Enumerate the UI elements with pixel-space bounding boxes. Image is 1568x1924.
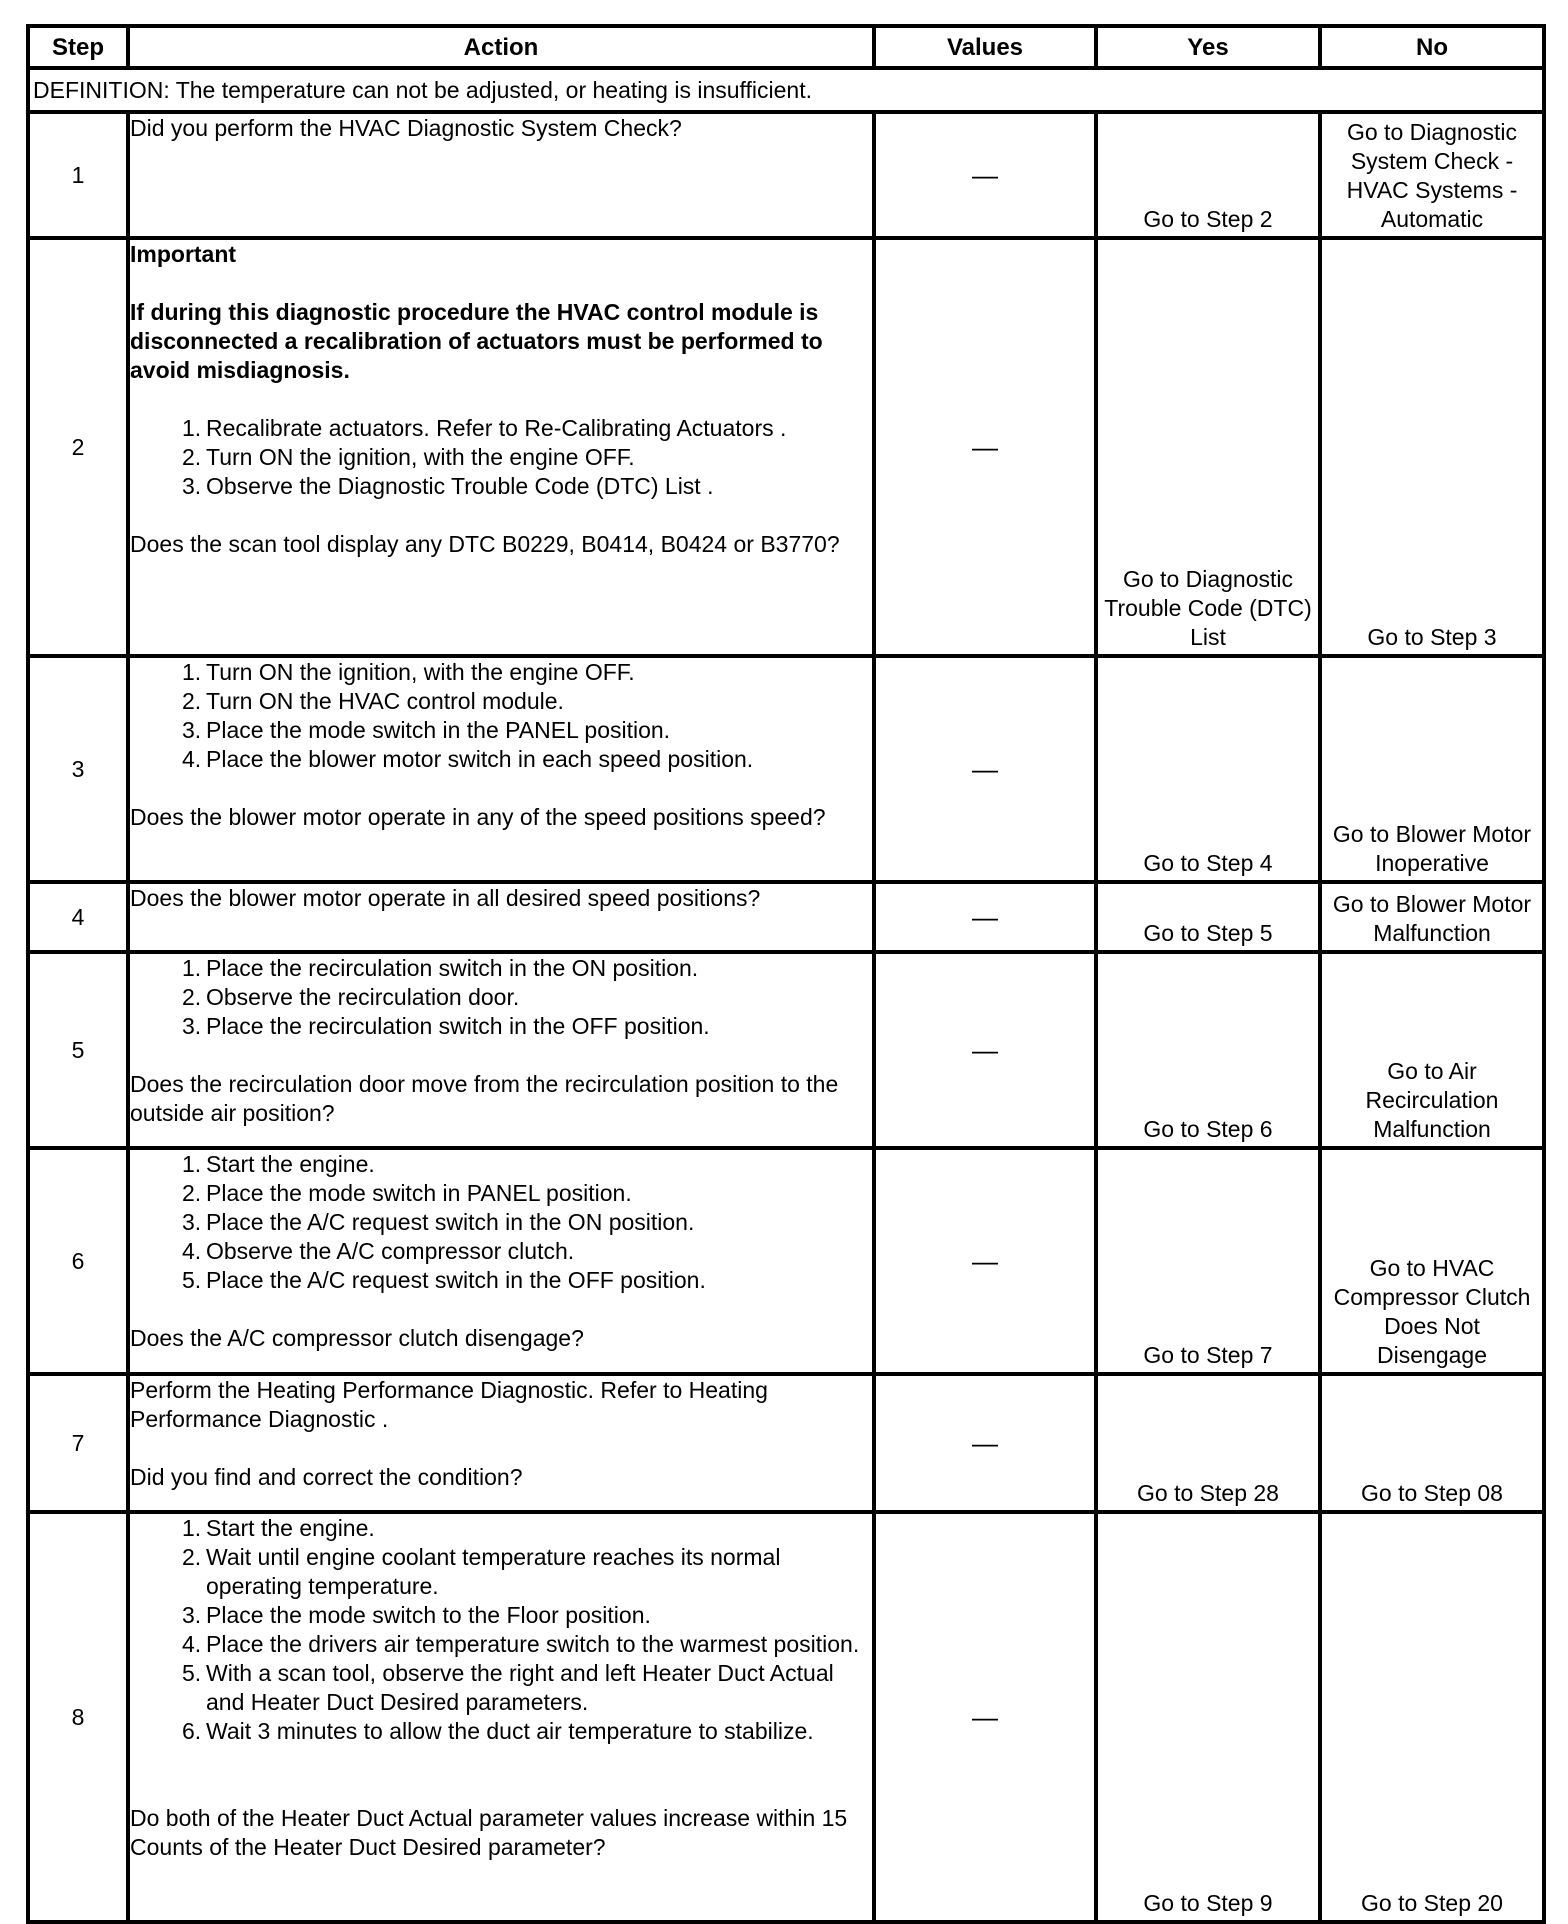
item-text: Place the mode switch in PANEL position.: [206, 1180, 632, 1206]
action-question: Does the A/C compressor clutch disengage?: [130, 1325, 584, 1351]
item-text: Place the blower motor switch in each speed position.: [206, 746, 754, 772]
list-item: [130, 1150, 872, 1179]
item-text: Observe the Diagnostic Trouble Code (DTC) List .: [206, 473, 714, 499]
item-text: Place the A/C request switch in the ON position.: [206, 1209, 695, 1235]
list-item: [130, 1601, 872, 1630]
item-text: Place the A/C request switch in the OFF position.: [206, 1267, 706, 1293]
value-cell: —: [874, 1374, 1096, 1512]
item-text: Recalibrate actuators. Refer to Re-Calibrating Actuators .: [206, 415, 787, 441]
value-cell: —: [874, 882, 1096, 952]
no-link[interactable]: Go to Air Recirculation Malfunction: [1320, 952, 1544, 1148]
action-question: Does the scan tool display any DTC B0229, B0414, B0424 or B3770?: [130, 531, 840, 557]
item-number: 3.: [182, 473, 202, 499]
value-cell: —: [874, 656, 1096, 882]
no-link[interactable]: Go to Step 3: [1320, 238, 1544, 656]
step-number: 3: [28, 656, 128, 882]
table-row: [28, 882, 1544, 952]
action-question: Did you perform the HVAC Diagnostic System Check?: [130, 115, 682, 141]
value-cell: —: [874, 952, 1096, 1148]
yes-link[interactable]: Go to Step 6: [1096, 952, 1320, 1148]
item-number: 4.: [182, 1631, 202, 1657]
list-item: [130, 472, 872, 501]
step-number: 4: [28, 882, 128, 952]
table-row: [28, 112, 1544, 238]
list-item: [130, 1543, 872, 1601]
action-cell: [128, 238, 874, 656]
no-link[interactable]: Go to Diagnostic System Check - HVAC Systems - Automatic: [1320, 112, 1544, 238]
important-title: Important: [130, 241, 237, 267]
item-number: 6.: [182, 1718, 202, 1744]
header-action: Action: [128, 26, 874, 68]
no-link[interactable]: Go to Step 08: [1320, 1374, 1544, 1512]
list-item: [130, 414, 872, 443]
step-number: 2: [28, 238, 128, 656]
value-cell: —: [874, 112, 1096, 238]
list-item: [130, 1266, 872, 1295]
procedure-list: [130, 414, 872, 501]
step-number: 5: [28, 952, 128, 1148]
procedure-list: [130, 954, 872, 1041]
item-number: 2.: [182, 984, 202, 1010]
list-item: [130, 1659, 872, 1717]
yes-link[interactable]: Go to Step 28: [1096, 1374, 1320, 1512]
item-number: 3.: [182, 1013, 202, 1039]
diagnostic-table: [26, 24, 1546, 1924]
action-cell: [128, 112, 874, 238]
item-number: 5.: [182, 1267, 202, 1293]
table-row: [28, 1148, 1544, 1374]
no-link[interactable]: Go to Blower Motor Malfunction: [1320, 882, 1544, 952]
item-text: Place the recirculation switch in the OFF position.: [206, 1013, 710, 1039]
item-number: 4.: [182, 746, 202, 772]
header-row: [28, 26, 1544, 68]
item-text: Place the mode switch to the Floor position.: [206, 1602, 651, 1628]
action-question: Do both of the Heater Duct Actual parameter values increase within 15 Counts of the Heater Duct Desired parameter?: [130, 1805, 848, 1860]
list-item: [130, 1630, 872, 1659]
step-number: 7: [28, 1374, 128, 1512]
table-row: [28, 656, 1544, 882]
action-intro: Perform the Heating Performance Diagnostic. Refer to Heating Performance Diagnostic .: [130, 1377, 768, 1432]
list-item: [130, 983, 872, 1012]
header-step: Step: [28, 26, 128, 68]
value-cell: —: [874, 1148, 1096, 1374]
list-item: [130, 443, 872, 472]
item-text: Turn ON the HVAC control module.: [206, 688, 564, 714]
action-cell: [128, 1374, 874, 1512]
item-number: 1.: [182, 659, 202, 685]
item-text: Place the recirculation switch in the ON position.: [206, 955, 699, 981]
action-cell: [128, 1512, 874, 1922]
definition-text: DEFINITION: The temperature can not be adjusted, or heating is insufficient.: [28, 68, 1544, 112]
item-text: With a scan tool, observe the right and left Heater Duct Actual and Heater Duct Desired parameters.: [206, 1660, 834, 1715]
yes-link[interactable]: Go to Diagnostic Trouble Code (DTC) List: [1096, 238, 1320, 656]
list-item: [130, 1179, 872, 1208]
list-item: [130, 716, 872, 745]
list-item: [130, 1237, 872, 1266]
table-row: [28, 238, 1544, 656]
header-yes: Yes: [1096, 26, 1320, 68]
step-number: 8: [28, 1512, 128, 1922]
list-item: [130, 658, 872, 687]
no-link[interactable]: Go to Blower Motor Inoperative: [1320, 656, 1544, 882]
step-number: 1: [28, 112, 128, 238]
item-text: Wait 3 minutes to allow the duct air temperature to stabilize.: [206, 1718, 814, 1744]
list-item: [130, 1012, 872, 1041]
table-row: [28, 1374, 1544, 1512]
header-values: Values: [874, 26, 1096, 68]
item-number: 2.: [182, 444, 202, 470]
item-number: 5.: [182, 1660, 202, 1686]
procedure-list: [130, 1150, 872, 1295]
action-question: Does the blower motor operate in all desired speed positions?: [130, 885, 761, 911]
action-cell: [128, 952, 874, 1148]
item-text: Start the engine.: [206, 1151, 375, 1177]
item-number: 1.: [182, 1151, 202, 1177]
item-text: Wait until engine coolant temperature reaches its normal operating temperature.: [206, 1544, 781, 1599]
table-row: [28, 1512, 1544, 1922]
important-text: If during this diagnostic procedure the HVAC control module is disconnected a recalibration of actuators must be performed to avoid misdiagnosis.: [130, 299, 823, 383]
item-number: 3.: [182, 717, 202, 743]
procedure-list: [130, 1514, 872, 1746]
definition-row: [28, 68, 1544, 112]
value-cell: —: [874, 238, 1096, 656]
header-no: No: [1320, 26, 1544, 68]
item-number: 1.: [182, 415, 202, 441]
list-item: [130, 1208, 872, 1237]
yes-link[interactable]: Go to Step 9: [1096, 1512, 1320, 1922]
table-row: [28, 952, 1544, 1148]
list-item: [130, 1717, 872, 1746]
item-text: Observe the A/C compressor clutch.: [206, 1238, 575, 1264]
list-item: [130, 687, 872, 716]
list-item: [130, 954, 872, 983]
list-item: [130, 745, 872, 774]
item-text: Start the engine.: [206, 1515, 375, 1541]
list-item: [130, 1514, 872, 1543]
value-cell: —: [874, 1512, 1096, 1922]
item-number: 3.: [182, 1602, 202, 1628]
item-number: 4.: [182, 1238, 202, 1264]
action-cell: [128, 1148, 874, 1374]
item-number: 1.: [182, 955, 202, 981]
item-number: 3.: [182, 1209, 202, 1235]
item-text: Observe the recirculation door.: [206, 984, 520, 1010]
item-number: 2.: [182, 688, 202, 714]
no-link[interactable]: Go to Step 20: [1320, 1512, 1544, 1922]
action-question: Does the blower motor operate in any of the speed positions speed?: [130, 804, 826, 830]
item-text: Place the mode switch in the PANEL position.: [206, 717, 671, 743]
item-text: Place the drivers air temperature switch to the warmest position.: [206, 1631, 860, 1657]
yes-link[interactable]: Go to Step 4: [1096, 656, 1320, 882]
item-text: Turn ON the ignition, with the engine OFF.: [206, 659, 635, 685]
yes-link[interactable]: Go to Step 2: [1096, 112, 1320, 238]
step-number: 6: [28, 1148, 128, 1374]
no-link[interactable]: Go to HVAC Compressor Clutch Does Not Disengage: [1320, 1148, 1544, 1374]
yes-link[interactable]: Go to Step 7: [1096, 1148, 1320, 1374]
item-number: 2.: [182, 1180, 202, 1206]
action-question: Does the recirculation door move from the recirculation position to the outside air position?: [130, 1071, 839, 1126]
item-text: Turn ON the ignition, with the engine OFF.: [206, 444, 635, 470]
action-cell: [128, 656, 874, 882]
item-number: 2.: [182, 1544, 202, 1570]
action-cell: [128, 882, 874, 952]
action-question: Did you find and correct the condition?: [130, 1464, 523, 1490]
procedure-list: [130, 658, 872, 774]
item-number: 1.: [182, 1515, 202, 1541]
yes-link[interactable]: Go to Step 5: [1096, 882, 1320, 952]
